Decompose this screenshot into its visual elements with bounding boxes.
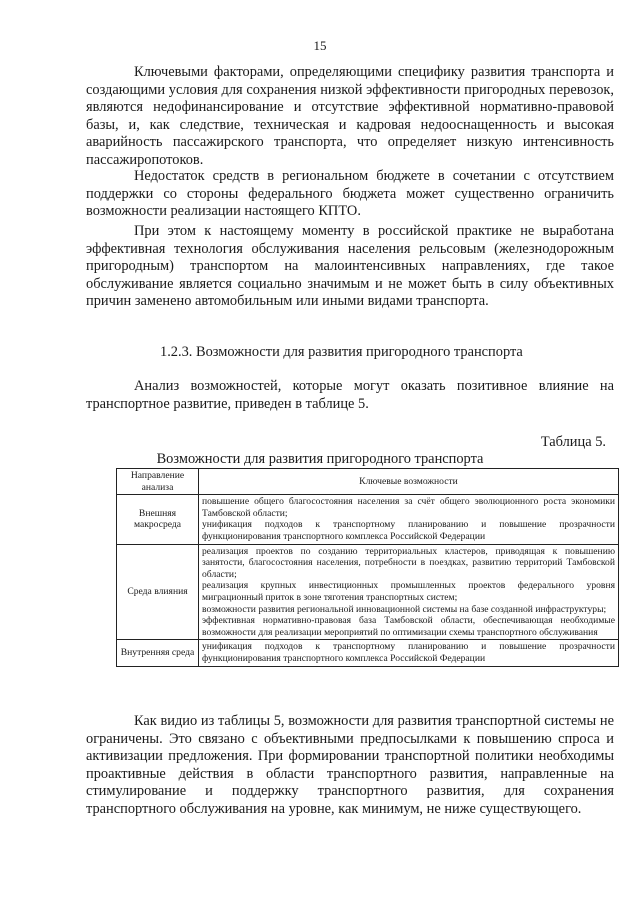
opportunity-item: унификация подходов к транспортному планированию и повышение прозрачности функционирования транспортного комплекса Российской Федерации xyxy=(202,519,615,542)
paragraph-budget-shortage xyxy=(86,168,614,221)
opportunity-item: реализация крупных инвестиционных промышленных проектов федерального уровня миграционный приток в зоне тяготения транспортных систем; xyxy=(202,580,615,603)
row-opportunities xyxy=(199,544,619,640)
table-row xyxy=(117,640,619,666)
opportunity-item: возможности развития региональной инновационной системы на базе созданной инфраструктуры; xyxy=(202,603,607,615)
paragraph-text: Как видио из таблицы 5, возможности для развития транспортной системы не ограничены. Это связано с объективными предпосылками к повышению спроса и активизации предложения. При формировании транспортной политики необходимы проактивные действия в области транспортного развития, направленные на стимулирование и поддержку транспортного развития, для сохранения транспортного обслуживания на уровне, как минимум, не ниже существующего. xyxy=(86,713,614,817)
paragraph-intro xyxy=(86,378,614,413)
row-opportunities xyxy=(199,495,619,544)
table-label: Таблица 5. xyxy=(540,434,606,450)
table-header-row xyxy=(117,469,619,495)
row-direction: Внутренняя среда xyxy=(117,640,199,666)
section-heading: 1.2.3. Возможности для развития пригородного транспорта xyxy=(160,344,523,360)
header-direction: Направление анализа xyxy=(117,469,199,495)
paragraph-conclusion xyxy=(86,713,614,819)
paragraph-rail-technology xyxy=(86,223,614,311)
table-row xyxy=(117,544,619,640)
opportunities-table xyxy=(116,468,619,667)
opportunity-item: реализация проектов по созданию территориальных кластеров, приводящая к повышению занятости, благосостояния населения, потребности в поездках, развитию территорий Тамбовской области; xyxy=(202,545,615,580)
table-title: Возможности для развития пригородного транспорта xyxy=(156,451,484,467)
opportunity-item: повышение общего благосостояния населения за счёт общего эволюционного роста экономики Тамбовской области; xyxy=(202,496,615,519)
opportunity-item: эффективная нормативно-правовая база Тамбовской области, обеспечивающая необходимые возможности для реализации мероприятий по оптимизации схемы транспортного обслуживания xyxy=(202,615,615,638)
row-direction: Среда влияния xyxy=(117,544,199,640)
header-opportunities: Ключевые возможности xyxy=(199,469,619,495)
opportunity-item: унификация подходов к транспортному планированию и повышение прозрачности функционирования транспортного комплекса Российской Федерации xyxy=(202,641,615,664)
paragraph-text: Ключевыми факторами, определяющими специфику развития транспорта и создающими условия для сохранения низкой эффективности пригородных перевозок, являются недофинансирование и отсутствие эффективной нормативно-правовой базы, и, как следствие, техническая и кадровая недооснащенность и высокая аварийность пассажирского транспорта, что определяет низкую интенсивность пассажиропотоков. xyxy=(86,64,614,168)
paragraph-text: При этом к настоящему моменту в российской практике не выработана эффективная технология обслуживания населения рельсовым (железнодорожным пригородным) транспортом на малоинтенсивных направлениях, где такое обслуживание является социально значимым и не может быть в силу объективных причин заменено автомобильным или иными видами транспорта. xyxy=(86,223,614,310)
paragraph-text: Недостаток средств в региональном бюджете в сочетании с отсутствием поддержки со стороны федерального бюджета может существенно ограничить возможности реализации настоящего КПТО. xyxy=(86,168,614,220)
paragraph-key-factors xyxy=(86,64,614,170)
row-direction: Внешняя макросреда xyxy=(117,495,199,544)
page-number: 15 xyxy=(313,38,327,53)
row-opportunities xyxy=(199,640,619,666)
table-row xyxy=(117,495,619,544)
paragraph-text: Анализ возможностей, которые могут оказать позитивное влияние на транспортное развитие, приведен в таблице 5. xyxy=(86,378,614,412)
